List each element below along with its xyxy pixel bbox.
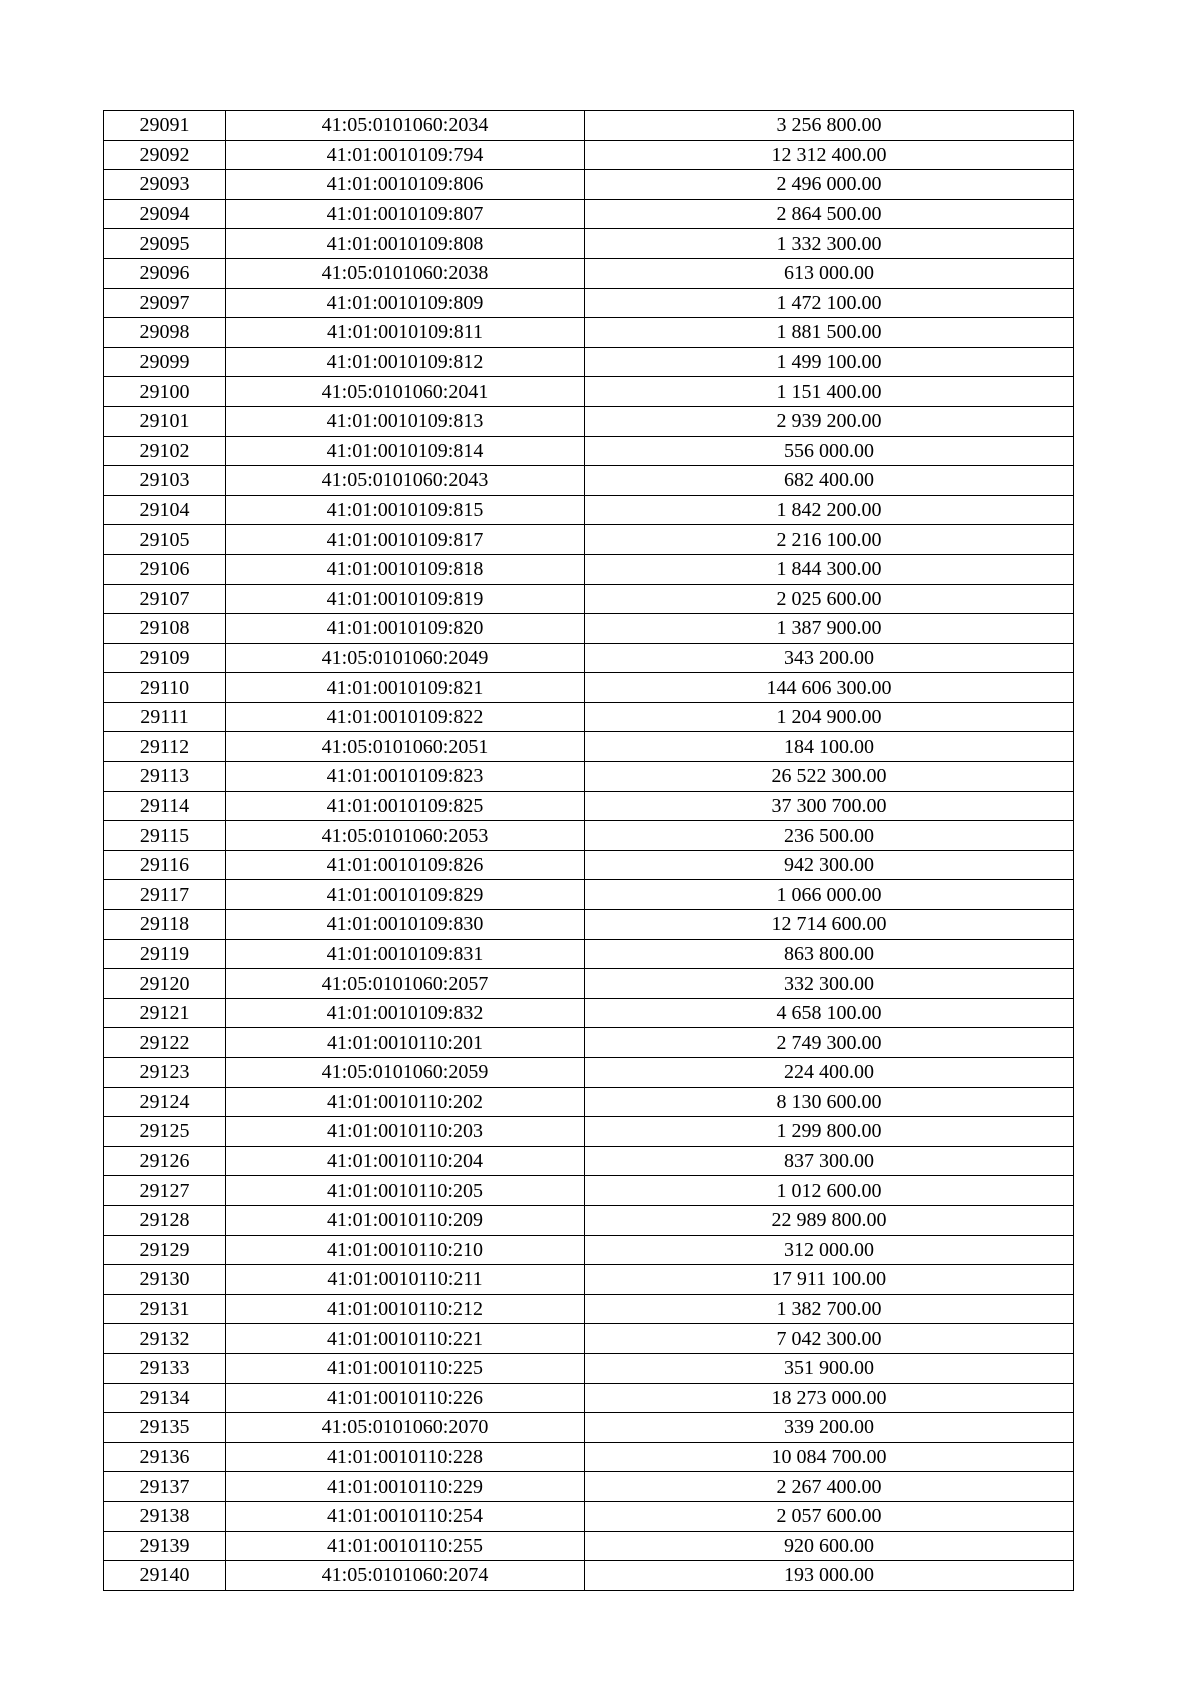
row-number-cell: 29113 (104, 762, 226, 792)
cadastral-value-cell: 144 606 300.00 (585, 673, 1074, 703)
row-number-cell: 29127 (104, 1176, 226, 1206)
cadastral-value-cell: 18 273 000.00 (585, 1383, 1074, 1413)
table-row (104, 318, 1074, 348)
cadastral-number-cell: 41:01:0010109:832 (226, 998, 585, 1028)
table-row (104, 850, 1074, 880)
table-row (104, 111, 1074, 141)
cadastral-value-cell: 184 100.00 (585, 732, 1074, 762)
table-row (104, 554, 1074, 584)
table-row (104, 140, 1074, 170)
row-number-cell: 29112 (104, 732, 226, 762)
cadastral-number-cell: 41:05:0101060:2034 (226, 111, 585, 141)
cadastral-value-table (103, 110, 1074, 1591)
cadastral-value-cell: 12 714 600.00 (585, 910, 1074, 940)
cadastral-number-cell: 41:01:0010109:813 (226, 406, 585, 436)
cadastral-number-cell: 41:01:0010110:221 (226, 1324, 585, 1354)
table-row (104, 1028, 1074, 1058)
table-row (104, 1087, 1074, 1117)
cadastral-value-cell: 22 989 800.00 (585, 1205, 1074, 1235)
row-number-cell: 29140 (104, 1561, 226, 1591)
table-row (104, 347, 1074, 377)
cadastral-value-cell: 8 130 600.00 (585, 1087, 1074, 1117)
table-row (104, 939, 1074, 969)
table-row (104, 466, 1074, 496)
table-row (104, 791, 1074, 821)
row-number-cell: 29134 (104, 1383, 226, 1413)
row-number-cell: 29091 (104, 111, 226, 141)
cadastral-number-cell: 41:05:0101060:2041 (226, 377, 585, 407)
cadastral-number-cell: 41:05:0101060:2057 (226, 969, 585, 999)
cadastral-number-cell: 41:01:0010110:225 (226, 1353, 585, 1383)
table-row (104, 1146, 1074, 1176)
table-row (104, 1324, 1074, 1354)
row-number-cell: 29111 (104, 702, 226, 732)
row-number-cell: 29130 (104, 1265, 226, 1295)
cadastral-value-cell: 1 472 100.00 (585, 288, 1074, 318)
table-row (104, 673, 1074, 703)
row-number-cell: 29104 (104, 495, 226, 525)
cadastral-value-cell: 920 600.00 (585, 1531, 1074, 1561)
table-row (104, 229, 1074, 259)
row-number-cell: 29122 (104, 1028, 226, 1058)
cadastral-value-cell: 2 267 400.00 (585, 1472, 1074, 1502)
cadastral-number-cell: 41:05:0101060:2053 (226, 821, 585, 851)
cadastral-value-cell: 2 025 600.00 (585, 584, 1074, 614)
row-number-cell: 29099 (104, 347, 226, 377)
row-number-cell: 29136 (104, 1442, 226, 1472)
cadastral-value-cell: 1 387 900.00 (585, 614, 1074, 644)
table-row (104, 910, 1074, 940)
cadastral-number-cell: 41:01:0010109:794 (226, 140, 585, 170)
table-row (104, 1117, 1074, 1147)
table-row (104, 495, 1074, 525)
table-row (104, 1531, 1074, 1561)
table-row (104, 1058, 1074, 1088)
cadastral-value-cell: 351 900.00 (585, 1353, 1074, 1383)
table-row (104, 1383, 1074, 1413)
cadastral-value-cell: 1 151 400.00 (585, 377, 1074, 407)
cadastral-number-cell: 41:01:0010109:825 (226, 791, 585, 821)
cadastral-number-cell: 41:01:0010110:212 (226, 1294, 585, 1324)
cadastral-number-cell: 41:05:0101060:2038 (226, 258, 585, 288)
cadastral-value-cell: 613 000.00 (585, 258, 1074, 288)
row-number-cell: 29093 (104, 170, 226, 200)
table-row (104, 702, 1074, 732)
row-number-cell: 29102 (104, 436, 226, 466)
row-number-cell: 29138 (104, 1501, 226, 1531)
cadastral-number-cell: 41:01:0010109:812 (226, 347, 585, 377)
cadastral-number-cell: 41:01:0010109:831 (226, 939, 585, 969)
cadastral-number-cell: 41:01:0010109:815 (226, 495, 585, 525)
row-number-cell: 29139 (104, 1531, 226, 1561)
row-number-cell: 29106 (104, 554, 226, 584)
row-number-cell: 29119 (104, 939, 226, 969)
table-row (104, 170, 1074, 200)
table-row (104, 1235, 1074, 1265)
cadastral-value-cell: 682 400.00 (585, 466, 1074, 496)
cadastral-number-cell: 41:05:0101060:2051 (226, 732, 585, 762)
cadastral-value-cell: 1 844 300.00 (585, 554, 1074, 584)
cadastral-value-cell: 312 000.00 (585, 1235, 1074, 1265)
cadastral-number-cell: 41:05:0101060:2049 (226, 643, 585, 673)
row-number-cell: 29137 (104, 1472, 226, 1502)
row-number-cell: 29105 (104, 525, 226, 555)
cadastral-value-cell: 1 204 900.00 (585, 702, 1074, 732)
cadastral-number-cell: 41:01:0010110:226 (226, 1383, 585, 1413)
cadastral-number-cell: 41:01:0010109:807 (226, 199, 585, 229)
cadastral-value-cell: 37 300 700.00 (585, 791, 1074, 821)
table-row (104, 880, 1074, 910)
cadastral-value-cell: 556 000.00 (585, 436, 1074, 466)
row-number-cell: 29101 (104, 406, 226, 436)
cadastral-number-cell: 41:01:0010109:806 (226, 170, 585, 200)
table-row (104, 1353, 1074, 1383)
row-number-cell: 29123 (104, 1058, 226, 1088)
table-row (104, 258, 1074, 288)
cadastral-number-cell: 41:05:0101060:2070 (226, 1413, 585, 1443)
cadastral-number-cell: 41:01:0010109:822 (226, 702, 585, 732)
cadastral-value-cell: 2 216 100.00 (585, 525, 1074, 555)
cadastral-number-cell: 41:01:0010110:209 (226, 1205, 585, 1235)
cadastral-value-cell: 236 500.00 (585, 821, 1074, 851)
cadastral-value-cell: 1 332 300.00 (585, 229, 1074, 259)
row-number-cell: 29135 (104, 1413, 226, 1443)
table-row (104, 525, 1074, 555)
row-number-cell: 29107 (104, 584, 226, 614)
cadastral-value-cell: 2 864 500.00 (585, 199, 1074, 229)
cadastral-value-cell: 1 842 200.00 (585, 495, 1074, 525)
table-row (104, 1501, 1074, 1531)
row-number-cell: 29097 (104, 288, 226, 318)
table-row (104, 1205, 1074, 1235)
cadastral-number-cell: 41:01:0010109:817 (226, 525, 585, 555)
cadastral-number-cell: 41:01:0010110:201 (226, 1028, 585, 1058)
cadastral-value-cell: 17 911 100.00 (585, 1265, 1074, 1295)
cadastral-value-cell: 1 382 700.00 (585, 1294, 1074, 1324)
cadastral-value-cell: 26 522 300.00 (585, 762, 1074, 792)
cadastral-value-cell: 1 066 000.00 (585, 880, 1074, 910)
row-number-cell: 29126 (104, 1146, 226, 1176)
row-number-cell: 29114 (104, 791, 226, 821)
cadastral-value-cell: 343 200.00 (585, 643, 1074, 673)
cadastral-number-cell: 41:05:0101060:2074 (226, 1561, 585, 1591)
table-row (104, 584, 1074, 614)
row-number-cell: 29128 (104, 1205, 226, 1235)
cadastral-number-cell: 41:05:0101060:2043 (226, 466, 585, 496)
table-row (104, 1265, 1074, 1295)
table-row (104, 1561, 1074, 1591)
cadastral-number-cell: 41:01:0010110:203 (226, 1117, 585, 1147)
row-number-cell: 29118 (104, 910, 226, 940)
row-number-cell: 29121 (104, 998, 226, 1028)
cadastral-value-cell: 1 299 800.00 (585, 1117, 1074, 1147)
row-number-cell: 29116 (104, 850, 226, 880)
table-row (104, 1442, 1074, 1472)
cadastral-number-cell: 41:01:0010110:204 (226, 1146, 585, 1176)
cadastral-value-cell: 332 300.00 (585, 969, 1074, 999)
row-number-cell: 29117 (104, 880, 226, 910)
cadastral-number-cell: 41:01:0010110:202 (226, 1087, 585, 1117)
cadastral-number-cell: 41:01:0010110:255 (226, 1531, 585, 1561)
cadastral-number-cell: 41:01:0010109:820 (226, 614, 585, 644)
cadastral-value-cell: 2 939 200.00 (585, 406, 1074, 436)
cadastral-value-cell: 3 256 800.00 (585, 111, 1074, 141)
row-number-cell: 29110 (104, 673, 226, 703)
row-number-cell: 29094 (104, 199, 226, 229)
cadastral-number-cell: 41:01:0010110:254 (226, 1501, 585, 1531)
row-number-cell: 29108 (104, 614, 226, 644)
cadastral-number-cell: 41:05:0101060:2059 (226, 1058, 585, 1088)
cadastral-value-cell: 2 749 300.00 (585, 1028, 1074, 1058)
cadastral-number-cell: 41:01:0010109:809 (226, 288, 585, 318)
cadastral-number-cell: 41:01:0010109:811 (226, 318, 585, 348)
row-number-cell: 29115 (104, 821, 226, 851)
cadastral-value-cell: 7 042 300.00 (585, 1324, 1074, 1354)
cadastral-number-cell: 41:01:0010109:814 (226, 436, 585, 466)
cadastral-number-cell: 41:01:0010109:821 (226, 673, 585, 703)
row-number-cell: 29133 (104, 1353, 226, 1383)
row-number-cell: 29124 (104, 1087, 226, 1117)
table-row (104, 406, 1074, 436)
cadastral-value-cell: 10 084 700.00 (585, 1442, 1074, 1472)
row-number-cell: 29131 (104, 1294, 226, 1324)
row-number-cell: 29095 (104, 229, 226, 259)
cadastral-number-cell: 41:01:0010109:808 (226, 229, 585, 259)
cadastral-number-cell: 41:01:0010109:826 (226, 850, 585, 880)
cadastral-value-cell: 2 057 600.00 (585, 1501, 1074, 1531)
row-number-cell: 29096 (104, 258, 226, 288)
cadastral-number-cell: 41:01:0010110:211 (226, 1265, 585, 1295)
row-number-cell: 29109 (104, 643, 226, 673)
table-row (104, 732, 1074, 762)
cadastral-number-cell: 41:01:0010109:829 (226, 880, 585, 910)
row-number-cell: 29120 (104, 969, 226, 999)
table-row (104, 377, 1074, 407)
table-row (104, 998, 1074, 1028)
row-number-cell: 29100 (104, 377, 226, 407)
table-row (104, 1413, 1074, 1443)
table-row (104, 969, 1074, 999)
cadastral-value-cell: 224 400.00 (585, 1058, 1074, 1088)
cadastral-value-cell: 193 000.00 (585, 1561, 1074, 1591)
row-number-cell: 29092 (104, 140, 226, 170)
cadastral-value-cell: 4 658 100.00 (585, 998, 1074, 1028)
cadastral-number-cell: 41:01:0010110:210 (226, 1235, 585, 1265)
table-row (104, 762, 1074, 792)
cadastral-number-cell: 41:01:0010110:205 (226, 1176, 585, 1206)
cadastral-value-cell: 2 496 000.00 (585, 170, 1074, 200)
cadastral-value-cell: 1 012 600.00 (585, 1176, 1074, 1206)
table-row (104, 1176, 1074, 1206)
table-row (104, 1294, 1074, 1324)
cadastral-value-cell: 339 200.00 (585, 1413, 1074, 1443)
cadastral-number-cell: 41:01:0010109:830 (226, 910, 585, 940)
row-number-cell: 29098 (104, 318, 226, 348)
table-row (104, 199, 1074, 229)
table-row (104, 288, 1074, 318)
table-row (104, 821, 1074, 851)
cadastral-value-cell: 942 300.00 (585, 850, 1074, 880)
cadastral-number-cell: 41:01:0010110:228 (226, 1442, 585, 1472)
cadastral-value-cell: 863 800.00 (585, 939, 1074, 969)
cadastral-value-cell: 1 881 500.00 (585, 318, 1074, 348)
table-row (104, 1472, 1074, 1502)
cadastral-value-cell: 837 300.00 (585, 1146, 1074, 1176)
cadastral-number-cell: 41:01:0010109:819 (226, 584, 585, 614)
table-row (104, 643, 1074, 673)
cadastral-number-cell: 41:01:0010109:823 (226, 762, 585, 792)
cadastral-value-cell: 1 499 100.00 (585, 347, 1074, 377)
row-number-cell: 29103 (104, 466, 226, 496)
row-number-cell: 29125 (104, 1117, 226, 1147)
cadastral-value-cell: 12 312 400.00 (585, 140, 1074, 170)
row-number-cell: 29129 (104, 1235, 226, 1265)
table-row (104, 614, 1074, 644)
cadastral-number-cell: 41:01:0010109:818 (226, 554, 585, 584)
table-row (104, 436, 1074, 466)
table-body (104, 111, 1074, 1591)
row-number-cell: 29132 (104, 1324, 226, 1354)
cadastral-number-cell: 41:01:0010110:229 (226, 1472, 585, 1502)
